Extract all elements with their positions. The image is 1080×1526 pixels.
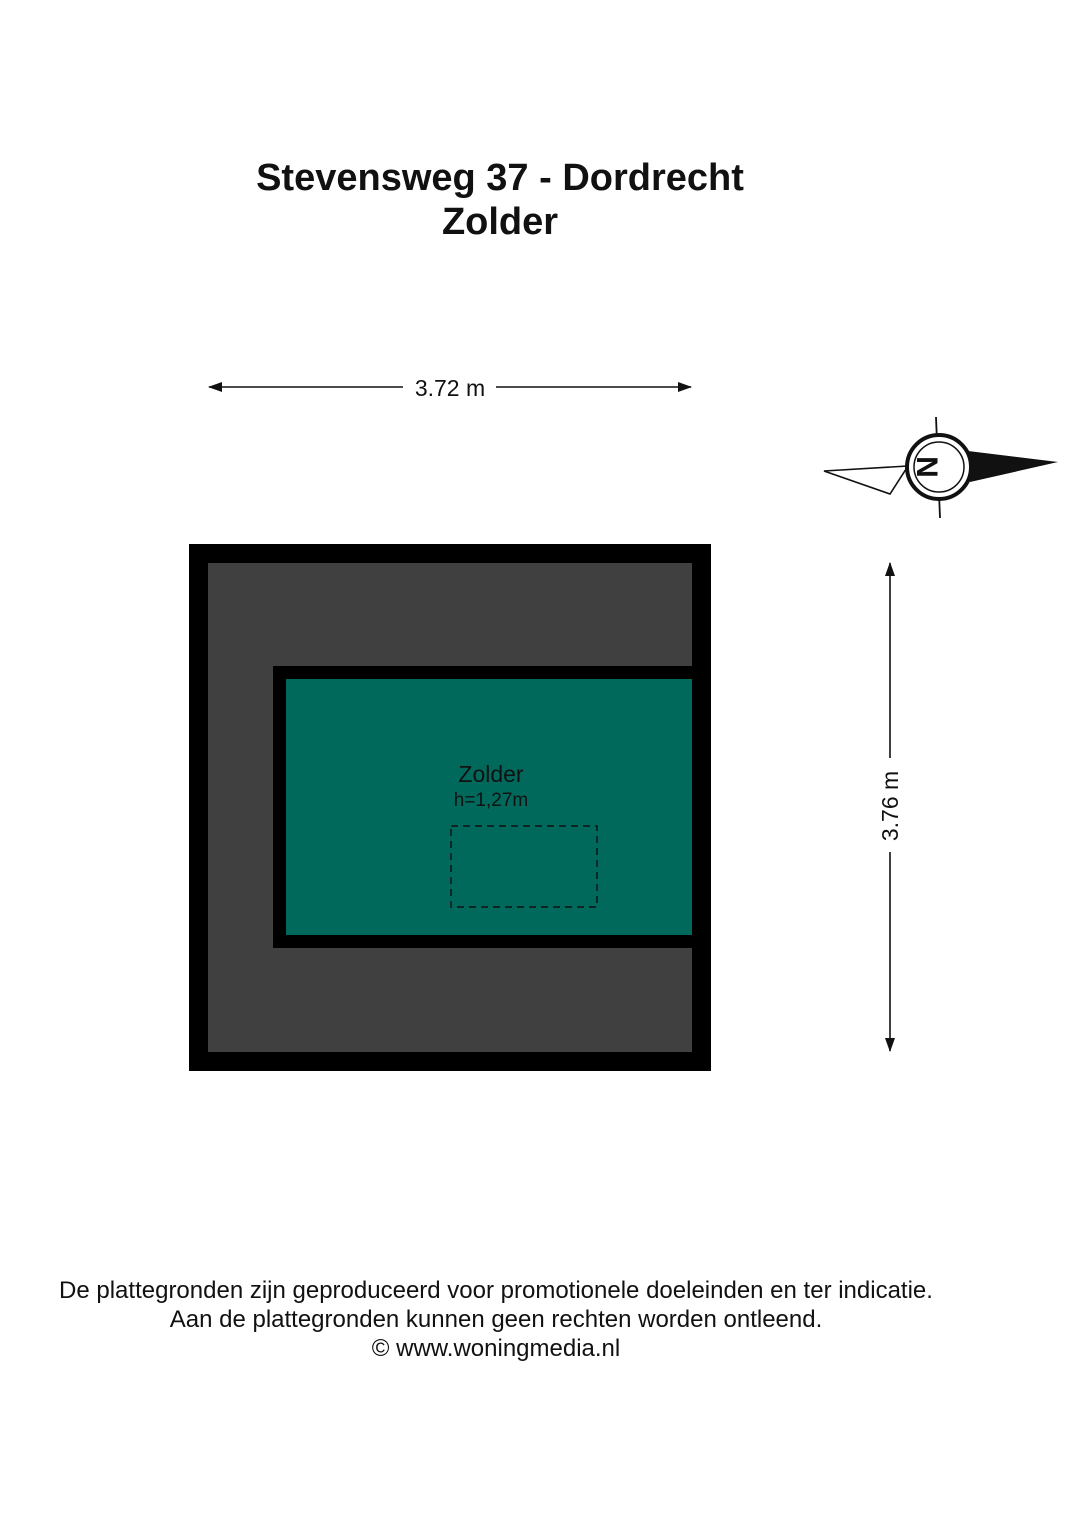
width-dimension — [209, 375, 691, 401]
room-height-label: h=1,27m — [453, 790, 529, 811]
compass-east-needle — [968, 451, 1058, 482]
page-title-address: Stevensweg 37 - Dordrecht — [256, 157, 744, 199]
disclaimer-no-rights: Aan de plattegronden kunnen geen rechten worden ontleend. — [169, 1306, 823, 1333]
compass-rose-icon — [824, 417, 1058, 518]
width-dimension-label: 3.72 m — [414, 375, 486, 401]
page-title-floor: Zolder — [441, 201, 559, 243]
depth-dimension — [877, 563, 903, 1051]
compass-north-letter: N — [910, 456, 943, 478]
depth-dimension-label: 3.76 m — [877, 770, 903, 842]
room-name-label: Zolder — [458, 761, 524, 787]
disclaimer-promotional: De plattegronden zijn geproduceerd voor promotionele doeleinden en ter indicatie. — [59, 1277, 933, 1304]
copyright-notice: © www.woningmedia.nl — [371, 1335, 621, 1362]
